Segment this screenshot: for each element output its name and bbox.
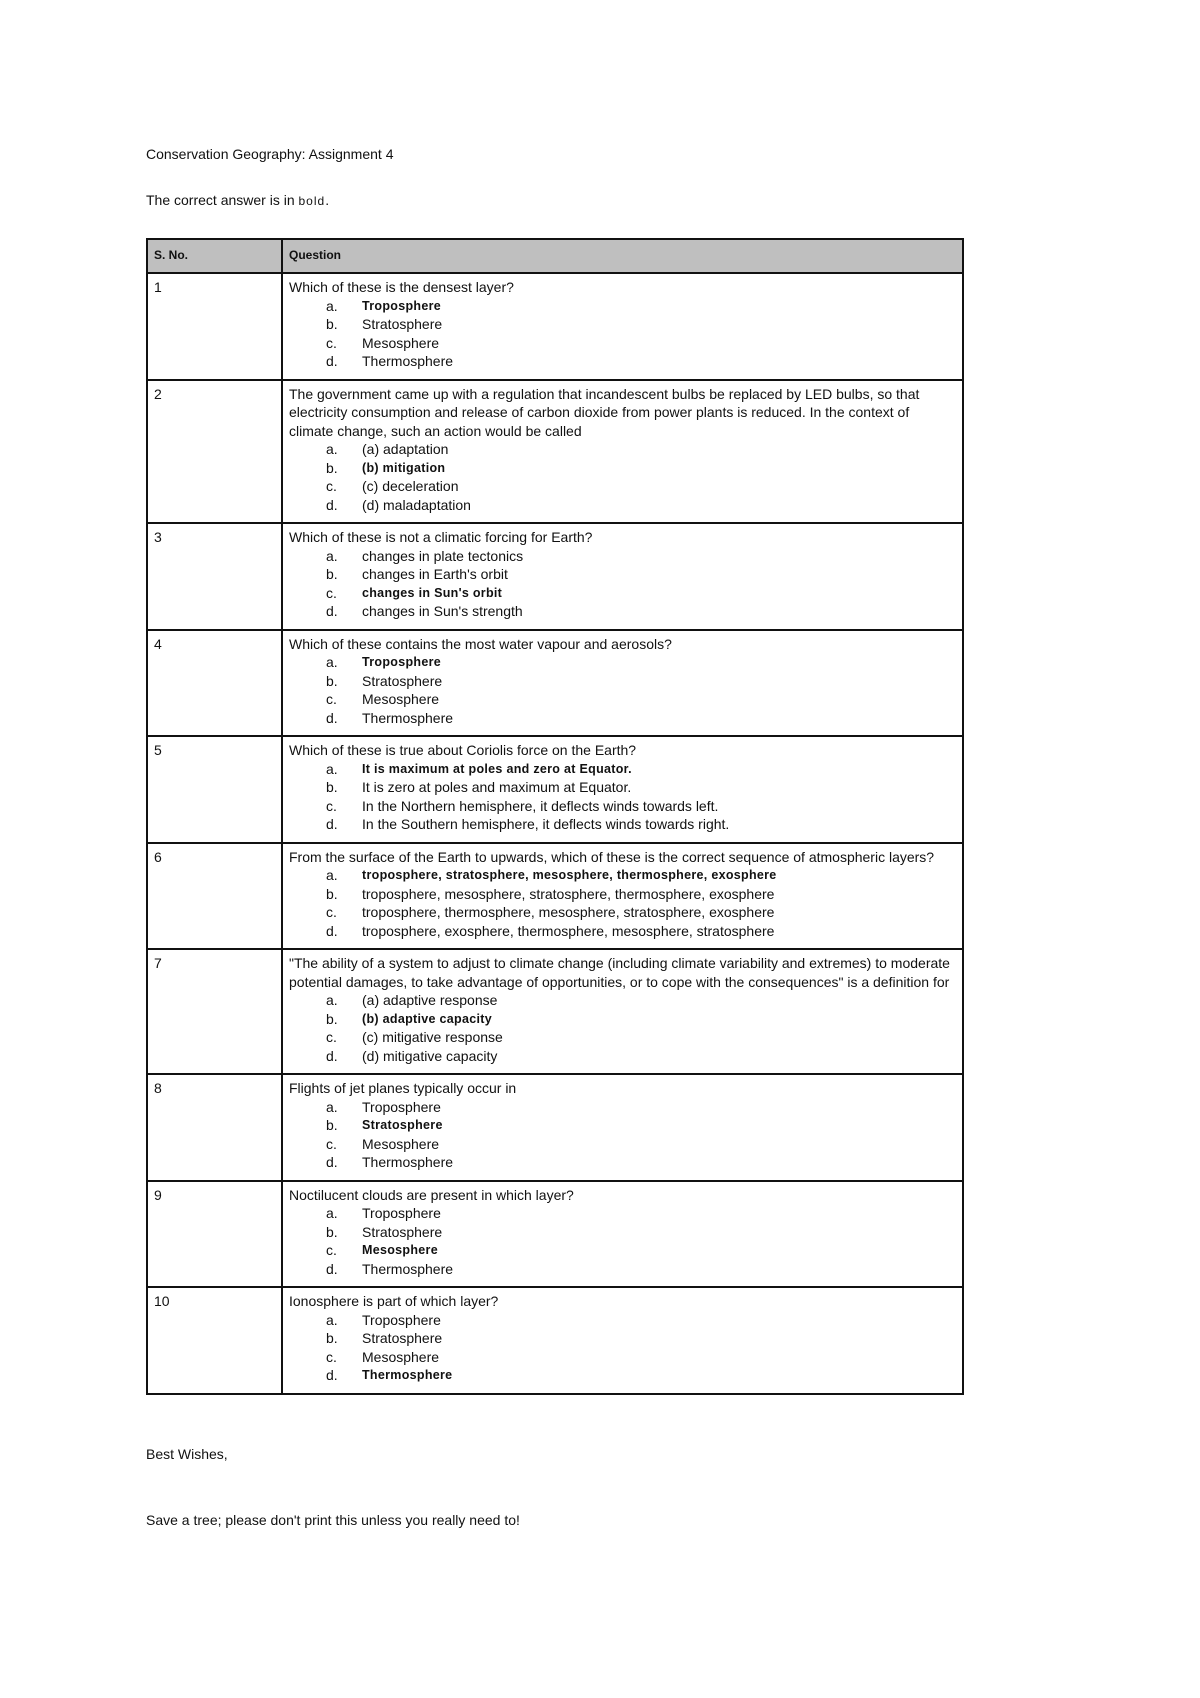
question-cell xyxy=(282,949,963,1074)
option-letter: c. xyxy=(326,584,337,601)
answer-option xyxy=(289,602,956,621)
option-text: Troposphere xyxy=(362,1205,441,1221)
question-cell xyxy=(282,273,963,380)
answer-option xyxy=(289,496,956,515)
answer-option xyxy=(289,709,956,728)
question-text: Ionosphere is part of which layer? xyxy=(289,1293,499,1309)
option-letter: c. xyxy=(326,904,337,920)
footer-note: Save a tree; please don't print this unless you really need to! xyxy=(146,1512,520,1528)
option-text: (d) mitigative capacity xyxy=(362,1047,498,1064)
option-letter: b. xyxy=(326,316,338,332)
option-text: (b) mitigation xyxy=(362,460,446,475)
option-text: troposphere, exosphere, thermosphere, mesosphere, stratosphere xyxy=(362,922,775,939)
answer-option xyxy=(289,922,956,941)
option-letter: b. xyxy=(326,1117,338,1133)
option-letter: b. xyxy=(326,1330,338,1346)
question-cell xyxy=(282,380,963,524)
answer-options xyxy=(289,1311,956,1389)
answer-option xyxy=(289,797,956,816)
option-text: Stratosphere xyxy=(362,1118,443,1132)
answer-option xyxy=(289,547,956,566)
option-text: Stratosphere xyxy=(362,1330,443,1346)
answer-option-correct xyxy=(289,760,956,779)
option-text: Stratosphere xyxy=(362,672,443,689)
option-letter: d. xyxy=(326,603,338,619)
option-letter: c. xyxy=(326,1029,337,1045)
option-letter: d. xyxy=(326,1047,338,1064)
answer-option xyxy=(289,1028,956,1047)
answer-options xyxy=(289,1098,956,1176)
answer-option xyxy=(289,1223,956,1242)
option-text: troposphere, mesosphere, stratosphere, thermosphere, exosphere xyxy=(362,885,775,902)
answer-options xyxy=(289,760,956,838)
option-letter: c. xyxy=(326,334,337,351)
table-row xyxy=(147,1181,963,1288)
question-text: Which of these is the densest layer? xyxy=(289,279,514,295)
option-letter: d. xyxy=(326,353,338,369)
option-text: (c) mitigative response xyxy=(362,1029,503,1045)
option-text: Thermosphere xyxy=(362,353,454,369)
option-letter: c. xyxy=(326,1348,337,1365)
answer-option-correct xyxy=(289,1116,956,1135)
answer-option xyxy=(289,1329,956,1348)
option-text: Thermosphere xyxy=(362,1368,453,1382)
answer-option xyxy=(289,903,956,922)
question-text: Noctilucent clouds are present in which layer? xyxy=(289,1186,574,1203)
question-cell xyxy=(282,1287,963,1394)
answer-options xyxy=(289,653,956,731)
option-letter: a. xyxy=(326,654,338,670)
option-text: changes in Sun's orbit xyxy=(362,585,503,600)
question-number: 6 xyxy=(147,843,282,950)
option-text: Mesosphere xyxy=(362,1243,438,1257)
option-letter: d. xyxy=(326,1260,338,1277)
option-text: (c) deceleration xyxy=(362,478,459,494)
question-number: 4 xyxy=(147,630,282,737)
option-letter: c. xyxy=(326,797,337,814)
question-text: Which of these is not a climatic forcing for Earth? xyxy=(289,529,593,545)
question-number: 7 xyxy=(147,949,282,1074)
note-suffix: . xyxy=(325,192,330,208)
answer-option xyxy=(289,1204,956,1223)
option-letter: b. xyxy=(326,779,338,795)
answer-option xyxy=(289,1098,956,1117)
question-cell xyxy=(282,1074,963,1181)
answer-options xyxy=(289,440,956,518)
option-text: changes in Earth's orbit xyxy=(362,566,508,582)
answer-option xyxy=(289,440,956,459)
answer-option xyxy=(289,991,956,1010)
question-text: "The ability of a system to adjust to climate change (including climate variability and extremes) to moderate potential damages, to take advantage of opportunities, or to cope with the consequences" is a definition for xyxy=(289,955,950,990)
answer-option xyxy=(289,778,956,797)
question-number: 8 xyxy=(147,1074,282,1181)
option-letter: b. xyxy=(326,566,338,582)
option-text: Mesosphere xyxy=(362,334,440,351)
question-number: 9 xyxy=(147,1181,282,1288)
question-cell xyxy=(282,736,963,843)
answer-options xyxy=(289,297,956,375)
table-row xyxy=(147,736,963,843)
table-row xyxy=(147,380,963,524)
answer-option xyxy=(289,1153,956,1172)
option-letter: b. xyxy=(326,885,338,902)
option-text: Thermosphere xyxy=(362,1154,454,1170)
answer-option xyxy=(289,352,956,371)
question-cell xyxy=(282,523,963,630)
answer-options xyxy=(289,991,956,1069)
option-text: Mesosphere xyxy=(362,1348,440,1365)
option-letter: c. xyxy=(326,691,337,707)
option-text: troposphere, stratosphere, mesosphere, thermosphere, exosphere xyxy=(362,868,777,882)
answer-option xyxy=(289,885,956,904)
questions-table-body xyxy=(147,273,963,1394)
answer-option-correct xyxy=(289,1366,956,1385)
option-text: Troposphere xyxy=(362,1098,441,1115)
option-text: (a) adaptation xyxy=(362,441,449,457)
question-number: 10 xyxy=(147,1287,282,1394)
answer-options xyxy=(289,1204,956,1282)
option-letter: a. xyxy=(326,867,338,883)
answer-option xyxy=(289,815,956,834)
answer-key-note xyxy=(146,192,329,208)
option-text: (d) maladaptation xyxy=(362,496,471,513)
answer-options xyxy=(289,547,956,625)
option-text: (b) adaptive capacity xyxy=(362,1011,492,1026)
option-text: Thermosphere xyxy=(362,1260,454,1277)
answer-option-correct xyxy=(289,1010,956,1029)
header-serial-number: S. No. xyxy=(147,239,282,273)
answer-option xyxy=(289,565,956,584)
table-row xyxy=(147,630,963,737)
answer-option xyxy=(289,1348,956,1367)
answer-options xyxy=(289,866,956,944)
table-row xyxy=(147,949,963,1074)
note-prefix: The correct answer is in xyxy=(146,192,299,208)
option-letter: a. xyxy=(326,1205,338,1221)
answer-option xyxy=(289,672,956,691)
option-letter: a. xyxy=(326,992,338,1008)
table-header-row xyxy=(147,239,963,273)
option-letter: c. xyxy=(326,478,337,494)
questions-table xyxy=(146,238,964,1395)
option-text: In the Northern hemisphere, it deflects winds towards left. xyxy=(362,797,719,814)
option-letter: a. xyxy=(326,547,338,564)
answer-option-correct xyxy=(289,653,956,672)
document-title: Conservation Geography: Assignment 4 xyxy=(146,146,394,162)
answer-option-correct xyxy=(289,866,956,885)
option-letter: d. xyxy=(326,1367,338,1383)
answer-option-correct xyxy=(289,459,956,478)
header-question: Question xyxy=(282,239,963,273)
option-letter: a. xyxy=(326,441,338,457)
option-text: troposphere, thermosphere, mesosphere, stratosphere, exosphere xyxy=(362,904,775,920)
option-text: It is maximum at poles and zero at Equator. xyxy=(362,761,632,776)
option-letter: d. xyxy=(326,816,338,832)
closing-line: Best Wishes, xyxy=(146,1446,228,1462)
option-text: Mesosphere xyxy=(362,691,440,707)
option-letter: d. xyxy=(326,709,338,726)
answer-option xyxy=(289,334,956,353)
answer-option-correct xyxy=(289,584,956,603)
question-number: 1 xyxy=(147,273,282,380)
option-text: Mesosphere xyxy=(362,1135,440,1152)
option-letter: a. xyxy=(326,760,338,777)
question-cell xyxy=(282,630,963,737)
option-text: Troposphere xyxy=(362,655,442,669)
option-letter: a. xyxy=(326,1311,338,1328)
answer-option xyxy=(289,315,956,334)
option-letter: a. xyxy=(326,1098,338,1115)
option-letter: c. xyxy=(326,1135,337,1152)
question-text: Flights of jet planes typically occur in xyxy=(289,1080,517,1096)
option-text: Troposphere xyxy=(362,298,442,313)
option-letter: d. xyxy=(326,1154,338,1170)
question-number: 2 xyxy=(147,380,282,524)
option-letter: a. xyxy=(326,297,338,314)
answer-option xyxy=(289,477,956,496)
answer-option xyxy=(289,1135,956,1154)
option-text: changes in Sun's strength xyxy=(362,603,523,619)
option-text: Thermosphere xyxy=(362,709,454,726)
option-letter: b. xyxy=(326,1010,338,1027)
question-text: Which of these is true about Coriolis force on the Earth? xyxy=(289,742,637,758)
option-letter: b. xyxy=(326,459,338,476)
option-letter: b. xyxy=(326,672,338,689)
answer-option-correct xyxy=(289,1241,956,1260)
option-letter: b. xyxy=(326,1223,338,1240)
question-text: Which of these contains the most water vapour and aerosols? xyxy=(289,635,672,652)
answer-option-correct xyxy=(289,297,956,316)
answer-option xyxy=(289,1260,956,1279)
question-number: 3 xyxy=(147,523,282,630)
note-bold-word: bold xyxy=(298,194,326,208)
option-letter: d. xyxy=(326,922,338,939)
answer-option xyxy=(289,690,956,709)
question-cell xyxy=(282,843,963,950)
option-text: (a) adaptive response xyxy=(362,992,498,1008)
table-row xyxy=(147,1287,963,1394)
option-text: changes in plate tectonics xyxy=(362,547,524,564)
table-row xyxy=(147,1074,963,1181)
option-text: It is zero at poles and maximum at Equator. xyxy=(362,779,632,795)
question-cell xyxy=(282,1181,963,1288)
option-text: In the Southern hemisphere, it deflects winds towards right. xyxy=(362,816,730,832)
answer-option xyxy=(289,1311,956,1330)
table-row xyxy=(147,843,963,950)
question-text: The government came up with a regulation that incandescent bulbs be replaced by LED bulbs, so that electricity consumption and release of carbon dioxide from power plants is reduced. In the context of climate change, such an action would be called xyxy=(289,385,920,439)
question-text: From the surface of the Earth to upwards, which of these is the correct sequence of atmospheric layers? xyxy=(289,848,935,865)
option-text: Stratosphere xyxy=(362,1223,443,1240)
option-letter: c. xyxy=(326,1242,337,1258)
option-text: Stratosphere xyxy=(362,316,443,332)
question-number: 5 xyxy=(147,736,282,843)
table-row xyxy=(147,523,963,630)
table-row xyxy=(147,273,963,380)
option-text: Troposphere xyxy=(362,1311,441,1328)
answer-option xyxy=(289,1047,956,1066)
option-letter: d. xyxy=(326,496,338,513)
